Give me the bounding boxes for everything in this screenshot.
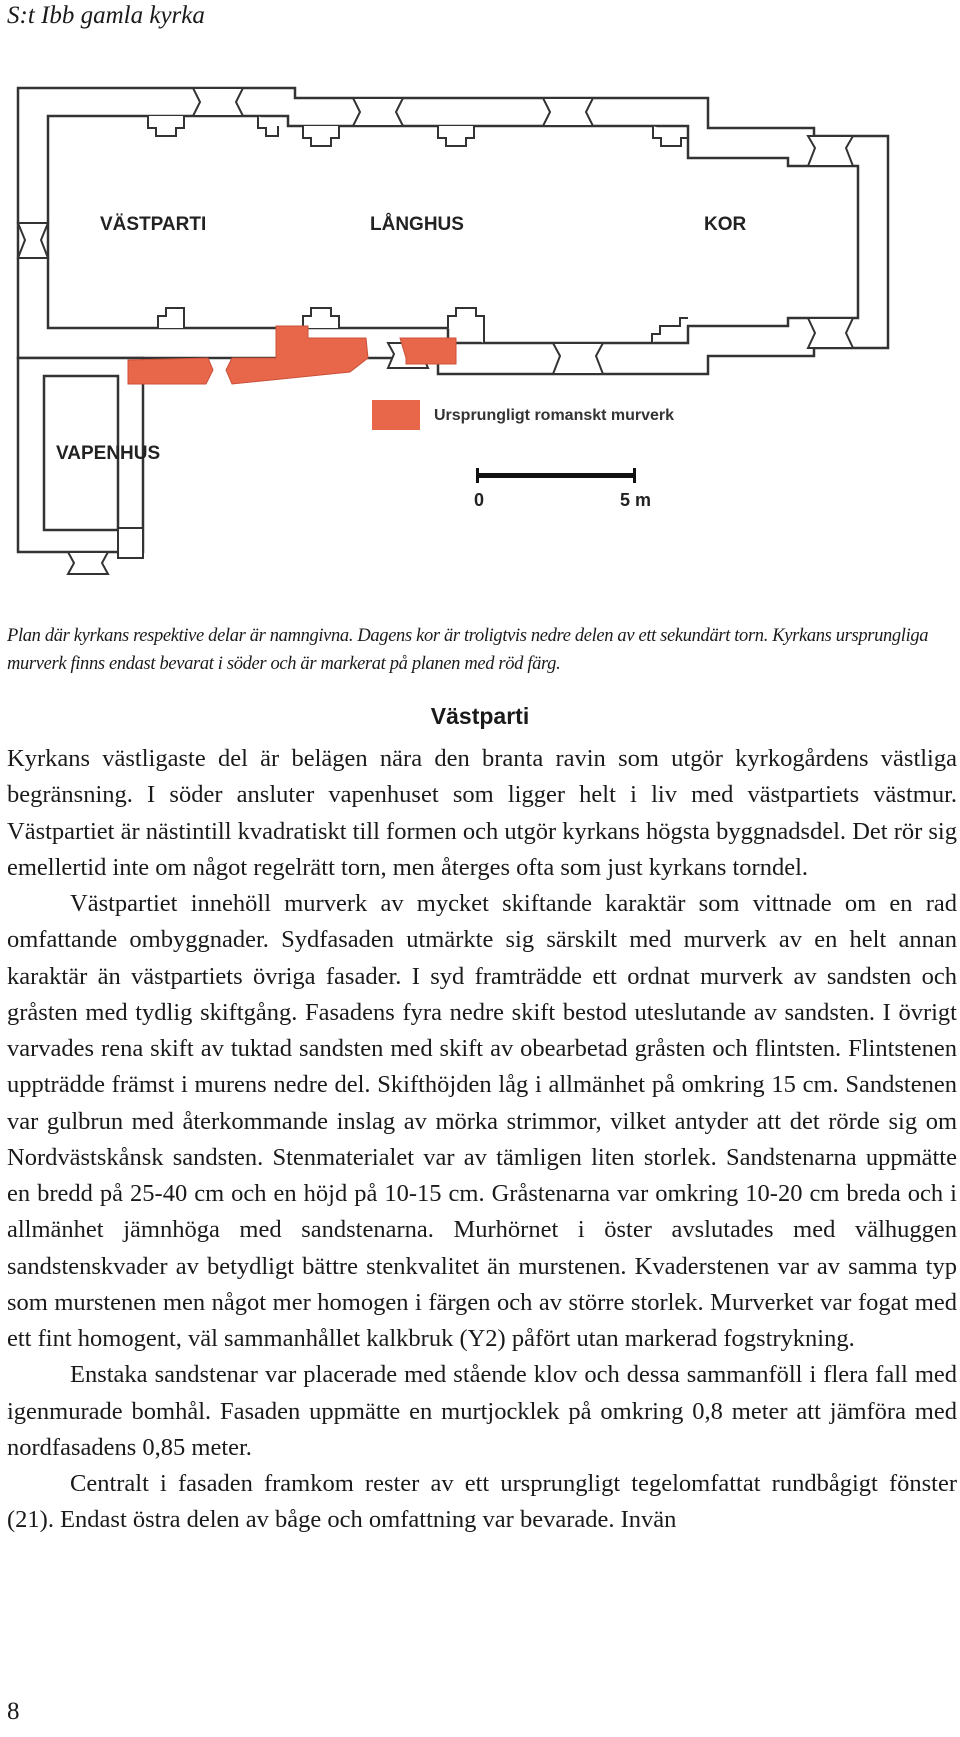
label-vastparti: VÄSTPARTI — [100, 214, 207, 235]
scale-bar — [474, 468, 651, 510]
page-number: 8 — [7, 1698, 20, 1725]
label-vapenhus: VAPENHUS — [56, 443, 161, 464]
label-kor: KOR — [704, 214, 747, 235]
body-text — [7, 741, 957, 1539]
running-title: S:t Ibb gamla kyrka — [7, 2, 205, 29]
figure-caption: Plan där kyrkans respektive delar är namngivna. Dagens kor är troligtvis nedre delen av ett sekundärt torn. Kyrkans ursprungliga murverk finns endast bevarat i söder och är markerat på planen med röd färg. — [7, 626, 929, 674]
church-floor-plan — [8, 58, 952, 618]
paragraph: Centralt i fasaden framkom rester av ett ursprungligt tegelomfattat rundbågigt fönster (21). Endast östra delen av båge och omfattning var bevarade. Invän — [7, 1470, 957, 1534]
label-langhus: LÅNGHUS — [370, 214, 464, 235]
paragraph: Enstaka sandstenar var placerade med stående klov och dessa sammanföll i flera fall med igenmurade bomhål. Fasaden uppmätte en murtjocklek på omkring 0,8 meter att jämföra med nordfasadens 0,85 meter. — [7, 1361, 957, 1461]
scale-bar-end: 5 m — [620, 490, 652, 510]
scale-bar-start: 0 — [474, 490, 485, 510]
paragraph: Västpartiet innehöll murverk av mycket skiftande karaktär som vittnade om en rad omfattande ombyggnader. Sydfasaden utmärkte sig särskilt med murverk av en helt annan karaktär än västpartiets övriga fasader. I syd framträdde ett ordnat murverk av sandsten och gråsten med tydlig skiftgång. Fasadens fyra nedre skift bestod uteslutande av sandsten. I övrigt varvades rena skift av tuktad sandsten med skift av obearbetad gråsten och flintsten. Flintstenen uppträdde främst i murens nedre del. Skifthöjden låg i allmänhet på omkring 15 cm. Sandstenen var gulbrun med återkommande inslag av mörka strimmor, vilket antyder att det rörde sig om Nordvästskånsk sandsten. Stenmaterialet var av tämligen liten storlek. Sandstenarna uppmätte en bredd på 25-40 cm och en höjd på 10-15 cm. Gråstenarna var omkring 10-20 cm breda och i allmänhet jämnhöga med sandstenarna. Murhörnet i öster avslutades med välhuggen sandstenskvader av betydligt bättre stenkvalitet än murstenen. Kvaderstenen var av samma typ som murstenen men något mer homogen i färgen och av större storlek. Murverket var fogat med ett fint homogent, väl sammanhållet kalkbruk (Y2) påfört utan markerad fogstrykning. — [7, 890, 957, 1352]
paragraph: Kyrkans västligaste del är belägen nära den branta ravin som utgör kyrkogårdens västliga begränsning. I söder ansluter vapenhuset som ligger helt i liv med västpartiets västmur. Västpartiet är nästintill kvadratiskt till formen och utgör kyrkans högsta byggnadsdel. Det rör sig emellertid inte om något regelrätt torn, men återges ofta som just kyrkans torndel. — [7, 745, 957, 881]
section-heading: Västparti — [430, 703, 530, 729]
legend-label: Ursprungligt romanskt murverk — [434, 407, 675, 424]
legend-swatch — [372, 400, 420, 430]
